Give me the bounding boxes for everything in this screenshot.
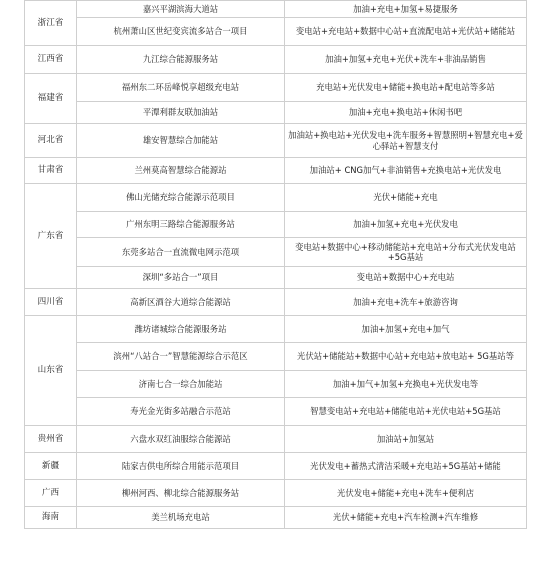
services-cell: 加油+加氢+充电+光伏+洗车+非油品销售: [285, 46, 527, 74]
project-name-cell: 寿光金光街多站融合示范站: [77, 398, 285, 426]
province-cell: 山东省: [25, 316, 77, 426]
province-cell: 广东省: [25, 184, 77, 289]
services-cell: 变电站+数据中心+移动储能站+充电站+分布式光伏发电站+5G基站: [285, 238, 527, 267]
services-cell: 光伏+储能+充电: [285, 184, 527, 212]
table-row: [25, 102, 527, 124]
project-name-cell: 潍坊诸城综合能源服务站: [77, 316, 285, 343]
project-name-cell: 佛山光储充综合能源示范项目: [77, 184, 285, 212]
project-name-cell: 杭州萧山区世纪变宾流多站合一项目: [77, 18, 285, 46]
services-cell: 光伏站+储能站+数据中心站+充电站+放电站+ 5G基站等: [285, 343, 527, 371]
project-name-cell: 陆家吉供电所综合用能示范项目: [77, 453, 285, 480]
table-row: [25, 18, 527, 46]
project-name-cell: 柳州河西、柳北综合能源服务站: [77, 480, 285, 507]
services-cell: 加油站+加氢站: [285, 426, 527, 453]
project-name-cell: 美兰机场充电站: [77, 507, 285, 529]
province-cell: 四川省: [25, 289, 77, 316]
table-row: [25, 124, 527, 158]
province-cell: 贵州省: [25, 426, 77, 453]
province-cell: 浙江省: [25, 1, 77, 46]
table-row: [25, 238, 527, 267]
table-row: [25, 267, 527, 289]
table-row: [25, 480, 527, 507]
project-name-cell: 东莞多站合一直流微电网示范项: [77, 238, 285, 267]
table-row: [25, 371, 527, 398]
services-cell: 加油+充电+加氢+易捷服务: [285, 1, 527, 18]
project-name-cell: 济南七合一综合加能站: [77, 371, 285, 398]
services-cell: 充电站+光伏发电+储能+换电站+配电站等多站: [285, 74, 527, 102]
table-row: [25, 426, 527, 453]
province-cell: 甘肃省: [25, 158, 77, 184]
table-body: [25, 1, 527, 529]
province-cell: 福建省: [25, 74, 77, 124]
project-name-cell: 六盘水双红油服综合能源站: [77, 426, 285, 453]
services-cell: 加油+充电+换电站+休闲书吧: [285, 102, 527, 124]
table-row: [25, 453, 527, 480]
project-name-cell: 滨州“八站合一”智慧能源综合示范区: [77, 343, 285, 371]
project-name-cell: 高新区酒谷大道综合能源站: [77, 289, 285, 316]
project-name-cell: 深圳“多站合一”项目: [77, 267, 285, 289]
services-cell: 光伏发电+蓄热式清洁采暖+充电站+5G基站+储能: [285, 453, 527, 480]
services-cell: 加油+加氢+充电+加气: [285, 316, 527, 343]
services-cell: 加油站+换电站+光伏发电+洗车服务+智慧照明+智慧充电+爱心驿站+智慧支付: [285, 124, 527, 158]
table-row: [25, 184, 527, 212]
services-cell: 加油+加氢+充电+光伏发电: [285, 212, 527, 238]
province-cell: 河北省: [25, 124, 77, 158]
table-row: [25, 1, 527, 18]
project-name-cell: 福州东二环岳峰悦享超级充电站: [77, 74, 285, 102]
table-row: [25, 158, 527, 184]
table-row: [25, 289, 527, 316]
table-row: [25, 398, 527, 426]
province-cell: 广西: [25, 480, 77, 507]
services-cell: 变电站+数据中心+充电站: [285, 267, 527, 289]
table-row: [25, 316, 527, 343]
energy-station-table: [24, 0, 527, 529]
table-row: [25, 46, 527, 74]
table-row: [25, 74, 527, 102]
services-cell: 光伏+储能+充电+汽车检测+汽车维修: [285, 507, 527, 529]
province-cell: 海南: [25, 507, 77, 529]
project-name-cell: 平潭利群友联加油站: [77, 102, 285, 124]
province-cell: 江西省: [25, 46, 77, 74]
project-name-cell: 雄安智慧综合加能站: [77, 124, 285, 158]
services-cell: 光伏发电+储能+充电+洗车+便利店: [285, 480, 527, 507]
table-row: [25, 212, 527, 238]
table-row: [25, 343, 527, 371]
province-cell: 新疆: [25, 453, 77, 480]
services-cell: 加油站+ CNG加气+非油销售+充换电站+光伏发电: [285, 158, 527, 184]
services-cell: 变电站+充电站+数据中心站+直流配电站+光伏站+储能站: [285, 18, 527, 46]
document-page: [24, 0, 526, 583]
project-name-cell: 九江综合能源服务站: [77, 46, 285, 74]
services-cell: 加油+充电+洗车+旅游咨询: [285, 289, 527, 316]
project-name-cell: 嘉兴平湖滨海大道站: [77, 1, 285, 18]
project-name-cell: 兰州莫高智慧综合能源站: [77, 158, 285, 184]
services-cell: 智慧变电站+充电站+储能电站+光伏电站+5G基站: [285, 398, 527, 426]
project-name-cell: 广州东明三路综合能源服务站: [77, 212, 285, 238]
table-row: [25, 507, 527, 529]
services-cell: 加油+加气+加氢+充换电+光伏发电等: [285, 371, 527, 398]
